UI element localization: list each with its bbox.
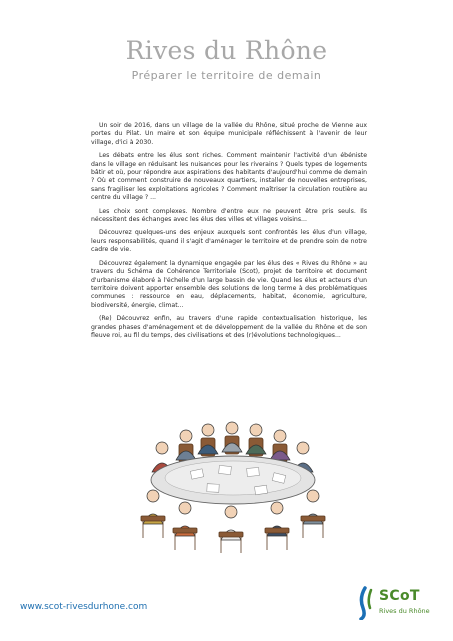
paragraph-2: Les débats entre les élus sont riches. Comment maintenir l'activité d'un ébéniste dans le village en réduisant les nuisances pour les riverains ? Quels types de logements bâtir et où, pour répondre aux aspirations des habitants d'aujourd'hui comme de demain ? Où et comment construire de nouveaux quartiers, installer de nouvelles entreprises, sans fragiliser les exploitations agricoles ? Comment maîtriser la circulation routière au centre du village ? ... xyxy=(91,152,368,202)
website-link[interactable]: www.scot-rivesdurhone.com xyxy=(20,602,148,612)
paragraph-1: Un soir de 2016, dans un village de la vallée du Rhône, situé proche de Vienne aux portes du Pilat. Un maire et son équipe municipale réfléchissent à l'avenir de leur village, d'ici à 2030. xyxy=(91,122,367,146)
scot-logo xyxy=(357,586,441,620)
page-subtitle: Préparer le territoire de demain xyxy=(131,69,322,82)
intro-text xyxy=(91,122,367,345)
logo-brand: SCoT xyxy=(379,588,420,604)
paragraph-5: Découvrez également la dynamique engagée par les élus des « Rives du Rhône » au travers du Schéma de Cohérence Territoriale (Scot), projet de territoire et document d'urbanisme élaboré à l'échelle d'un large bassin de vie. Quand les élus et acteurs d'un territoire doivent apporter ensemble des solutions de long terme à des problématiques communes : ressource en eau, déplacements, habitat, économie, agriculture, biodiversité, énergie, climat... xyxy=(91,259,367,309)
paragraph-4: Découvrez quelques-uns des enjeux auxquels sont confrontés les élus d'un village, leurs responsabilités, quand il s'agit d'aménager le territoire et de prendre soin de notre cadre de vie. xyxy=(91,229,367,254)
logo-tagline: Rives du Rhône xyxy=(379,607,430,615)
page-title: Rives du Rhône xyxy=(125,36,328,65)
paragraph-3: Les choix sont complexes. Nombre d'entre eux ne peuvent être pris seuls. Ils nécessitent des échanges avec les élus des villes et villages voisins... xyxy=(91,207,367,224)
paragraph-6: (Re) Découvrez enfin, au travers d'une rapide contextualisation historique, les grandes phases d'aménagement et de développement de la vallée du Rhône et de son fleuve roi, au fil du temps, des civilisations et des (r)évolutions technologiques... xyxy=(91,315,367,339)
meeting-illustration xyxy=(127,404,339,554)
front-chairs xyxy=(141,516,325,553)
